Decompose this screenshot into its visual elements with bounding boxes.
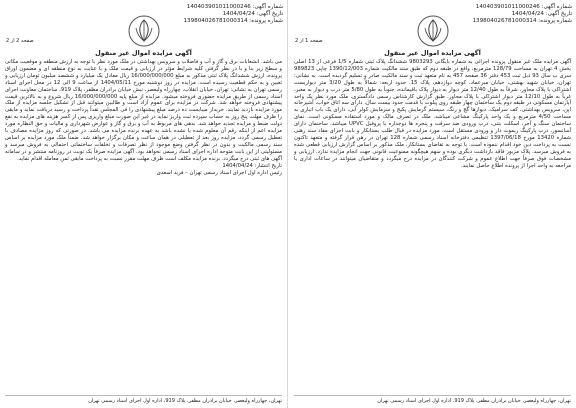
notice-paragraph: آگهی مزایده ملک غیر منقول پرونده اجرائی به شماره بایگانی 9803293 ششدانگ پلاک ثبتی شماره 1/5 فرعی از 13 اصلی بخش 4 تهران به مساحت 128/79 مترمربع، واقع در طبقه دوم که طبق سند مالکیت شماره 1390/12/003 چاپی 989823 سری ب سال 93 ذیل ثبت 453 دفتر 36 صفحه 457 به نام متعهد ثبت و سند مالکیت صادر و تسلیم گردیده است. به نشانی: تهران، خیابان شهید بهشتی، خیابان میرعماد، کوچه دوازدهم، پلاک 15. حدود اربعه: شمالاً به طول 3/20 متر دیواریست اشتراکی با پلاک مجاور، شرقاً به طول 12/40 متر دیوار به دیوار پلاک باقیمانده، جنوباً به طول 5/80 متر درب و دیوار به معبر، غرباً به طول 12/10 متر دیوار اشتراکی با پلاک مجاور. طبق گزارش کارشناس رسمی دادگستری، ملک مورد نظر یک واحد آپارتمان مسکونی در طبقه دوم یک ساختمان چهار طبقه روی پیلوت با قدمت حدود بیست سال، دارای سه اتاق خواب، آشپزخانه اپن، سرویس بهداشتی، کف سرامیک، دیوارها گچ و رنگ، سیستم گرمایش پکیج و سرمایش کولر آبی، دارای یک باب انباری به مساحت 4/50 مترمربع و یک واحد پارکینگ مشاعی میباشد. ملک در تصرف مالک و مورد استفاده مسکونی است. نمای ساختمان سنگ و آجر، اسکلت بتنی، درب ورودی ضد سرقت و پنجره ها دوجداره با پروفیل UPVC میباشد. ساختمان دارای آسانسور، درب پارکینگ ریموت دار و ورودی مستقل است. مورد مزایده در قبال طلب بستانکار و بابت اجرای مفاد سند رهنی شماره 13420 مورخ 1397/06/18 تنظیمی دفترخانه اسناد رسمی شماره 128 تهران در رهن قرار گرفته و متعهد تاکنون نسبت به پرداخت دین خود اقدام ننموده است. با توجه به تقاضای بستانکار، ملک مذکور بر اساس گزارش ارزیابی قطعی شده به فروش میرسد. پلاک مزبور فاقد بازداشت دیگری بوده و سهم هیچگونه ممنوعیت قانونی جهت انجام مزایده ندارد. ارزیابی و مشخصات فوق صرفاً جهت اطلاع عموم و شرکت کنندگان در مزایده درج میگردد و متقاضیان میتوانند در ساعات اداری با مراجعه به واحد اجرا از پرونده اطلاع حاصل نمایند. [294, 59, 572, 169]
notice-date: تاریخ آگهی: 1404/04/24 [511, 11, 572, 17]
page-label: صفحه 2 از 2 [6, 38, 34, 44]
notice-body [5, 59, 282, 176]
page-footer: تهران، چهارراه ولیعصر، خیابان برادران مظفر، پلاک 919، اداره اول اجرای اسناد رسمی تهران [5, 395, 282, 404]
notice-date: تاریخ آگهی: 1404/04/24 [222, 11, 283, 17]
notice-meta [452, 4, 572, 25]
page-divider [287, 0, 288, 408]
notice-paragraph: می باشد. انشعابات برق و گاز و آب و فاضلاب و سرویس بهداشتی در ملک مورد نظر با توجه به ارزش منطقه و موقعیت مکانی و سطح زیر بنا و با در نظر گرفتن کلیه شرایط مؤثر در ارزیابی و قیمت ملک و با عنایت به نوع منطقه ای و مضمون اوراق پرونده، ارزش ششدانگ پلاک ثبتی مذکور به مبلغ 16/000/000/000 ریال معادل یک میلیارد و ششصد میلیون تومان ارزیابی و تعیین و به حکم قطعیت رسیده است. مزایده در روز دوشنبه مورخ 1404/05/11 از ساعت 9 الی 12 در محل اجرای اسناد رسمی تهران به نشانی: تهران، خیابان انقلاب، چهارراه ولیعصر، نبش خیابان برادران مظفر، پلاک 919، ساختمان معاونت اجرای اسناد رسمی از طریق مزایده حضوری فروخته میشود. مزایده از مبلغ پایه 16/000/000/000 ریال شروع و به بالاترین قیمت پیشنهادی فروخته خواهد شد. شرکت در مزایده برای عموم آزاد است و طالبین میتوانند قبل از تشکیل جلسه مزایده از ملک مورد مزایده بازدید نمایند. خریدار میبایست ده درصد مبلغ پیشنهادی را فی المجلس نقداً پرداخت و رسید دریافت نماید و مابقی را ظرف مهلت پنج روز به حساب سپرده ثبت واریز نماید در غیر این صورت مبلغ واریزی پس از کسر هزینه های مزایده به نفع دولت ضبط و مزایده تجدید خواهد شد. بدهی های مربوط به آب و برق و گاز و عوارض شهرداری و مالیات و حق النظاره مورد مزایده اعم از اینکه رقم آن معلوم شده یا نشده باشد به عهده برنده مزایده می باشد. در صورتی که روز مزایده مصادف با تعطیل رسمی گردد، مزایده روز بعد از تعطیلی در همان ساعت و مکان برگزار خواهد شد. ضمناً ملک مورد مزایده بر اساس سند رسمی مالکیت و بدون در نظر گرفتن وضع موجود از نظر تصرفات و تخلفات ساختمانی احتمالی به فروش میرسد و مسئولیتی از این بابت متوجه اداره اجرای اسناد رسمی نخواهد بود. آگهی مزایده صرفاً یک نوبت در روزنامه منتشر و در سامانه آگهی های ثبتی درج میگردد. برنده مزایده مکلف است ظرف مهلت مقرر نسبت به پرداخت مابقی ثمن معامله اقدام نماید. [5, 59, 283, 162]
page-footer: تهران، چهارراه ولیعصر، خیابان برادران مظفر، پلاک 919، اداره اول اجرای اسناد رسمی تهران [294, 395, 571, 404]
notice-meta [163, 4, 283, 25]
file-number: شماره پرونده: 139804026781000314 [183, 18, 283, 24]
national-emblem-icon [416, 14, 450, 48]
notice-number: شماره آگهی: 140403901011000246 [475, 4, 572, 10]
page-label: صفحه 1 از 2 [295, 38, 323, 44]
notice-number: شماره آگهی: 140403901011000246 [186, 4, 283, 10]
notice-body [294, 59, 571, 170]
national-emblem-icon [127, 14, 161, 48]
page-two-column [2, 2, 285, 406]
page-one-column [291, 2, 574, 406]
signatory: رئیس اداره اول اجرای اسناد رسمی تهران – فرید اسعدی [156, 169, 282, 176]
file-number: شماره پرونده: 139804026781000314 [472, 18, 572, 24]
page-title: آگهی مزایده اموال غیر منقول [95, 49, 192, 57]
page-title: آگهی مزایده اموال غیر منقول [384, 49, 481, 57]
publication-date: تاریخ انتشار: 1404/04/24 [222, 162, 282, 169]
